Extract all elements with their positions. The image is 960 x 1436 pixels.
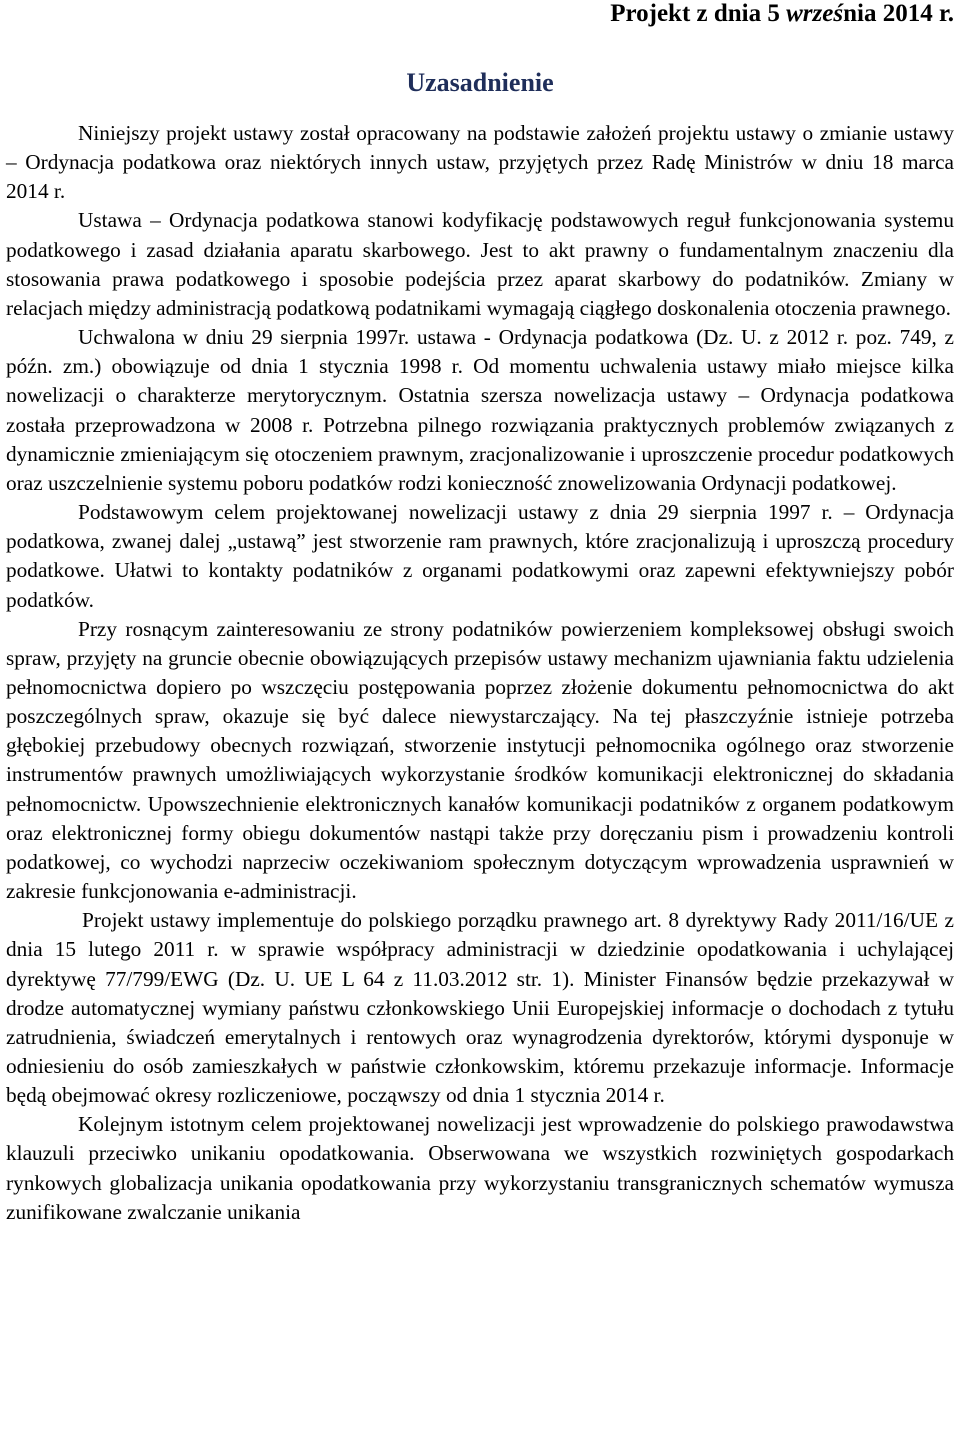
paragraph-2: Ustawa – Ordynacja podatkowa stanowi kodyfikację podstawowych reguł funkcjonowania systemu podatkowego i zasad działania aparatu skarbowego. Jest to akt prawny o fundamentalnym znaczeniu dla stosowania prawa podatkowego i sposobie podejścia przez aparat skarbowy do podatników. Zmiany w relacjach między administracją podatkową podatnikami wymagają ciągłego doskonalenia otoczenia prawnego. [6, 208, 954, 320]
draft-date-header [6, 0, 954, 28]
header-italic: wrześ [786, 0, 844, 27]
document-title: Uzasadnienie [406, 68, 554, 97]
paragraph-3: Uchwalona w dniu 29 sierpnia 1997r. ustawa - Ordynacja podatkowa (Dz. U. z 2012 r. poz. 749, z późn. zm.) obowiązuje od dnia 1 stycznia 1998 r. Od momentu uchwalenia ustawy miało miejsce kilka nowelizacji o charakterze merytorycznym. Ostatnia szersza nowelizacja ustawy – Ordynacja podatkowa została przeprowadzona w 2008 r. Potrzebna pilnego rozwiązania praktycznych problemów związanych z dynamicznie zmieniającym się otoczeniem prawnym, zracjonalizowanie i uproszczenie procedur podatkowych oraz uszczelnienie systemu poboru podatków rodzi konieczność znowelizowania Ordynacji podatkowej. [6, 325, 954, 495]
header-suffix: nia 2014 r. [843, 0, 954, 27]
paragraph-5: Przy rosnącym zainteresowaniu ze strony podatników powierzeniem kompleksowej obsługi swoich spraw, przyjęty na gruncie obecnie obowiązujących przepisów ustawy mechanizm ujawniania faktu udzielenia pełnomocnictwa dopiero po wszczęciu postępowania poprzez złożenie dokumentu pełnomocnictwa do akt poszczególnych spraw, okazuje się być dalece niewystarczający. Na tej płaszczyźnie istnieje potrzeba głębokiej przebudowy obecnych rozwiązań, stworzenie instytucji pełnomocnika ogólnego oraz stworzenie instrumentów prawnych umożliwiających wykorzystanie środków komunikacji elektronicznej do składania pełnomocnictw. Upowszechnienie elektronicznych kanałów komunikacji podatników z organem podatkowym oraz elektronicznej formy obiegu dokumentów nastąpi także przy doręczaniu pism i prowadzeniu kontroli podatkowej, co wychodzi naprzeciw oczekiwaniom społecznym dotyczącym wprowadzenia usprawnień w zakresie funkcjonowania e-administracji. [6, 616, 954, 904]
document-body [6, 119, 954, 1227]
document-page [6, 0, 954, 1227]
paragraph-6: Projekt ustawy implementuje do polskiego porządku prawnego art. 8 dyrektywy Rady 2011/16/UE z dnia 15 lutego 2011 r. w sprawie współpracy administracji w dziedzinie opodatkowania i uchylającej dyrektywę 77/799/EWG (Dz. U. UE L 64 z 11.03.2012 str. 1). Minister Finansów będzie przekazywał w drodze automatycznej wymiany państwu członkowskiego Unii Europejskiej informacje o dochodach z tytułu zatrudnienia, świadczeń emerytalnych i rentowych oraz wynagrodzenia dyrektorów, którymi dysponuje w odniesieniu do osób zamieszkałych w państwie członkowskim, któremu przekazuje informacje. Informacje będą obejmować okresy rozliczeniowe, począwszy od dnia 1 stycznia 2014 r. [6, 908, 954, 1108]
paragraph-1: Niniejszy projekt ustawy został opracowany na podstawie założeń projektu ustawy o zmianie ustawy – Ordynacja podatkowa oraz niektórych innych ustaw, przyjętych przez Radę Ministrów w dniu 18 marca 2014 r. [6, 121, 954, 204]
header-prefix: Projekt z dnia 5 [610, 0, 787, 27]
paragraph-7: Kolejnym istotnym celem projektowanej nowelizacji jest wprowadzenie do polskiego prawodawstwa klauzuli przeciwko unikaniu opodatkowania. Obserwowana we wszystkich rozwiniętych gospodarkach rynkowych globalizacja unikania opodatkowania przy wykorzystaniu transgranicznych schematów wymusza zunifikowane zwalczanie unikania [6, 1112, 954, 1224]
paragraph-4: Podstawowym celem projektowanej nowelizacji ustawy z dnia 29 sierpnia 1997 r. – Ordynacja podatkowa, zwanej dalej „ustawą” jest stworzenie ram prawnych, które zracjonalizują i uproszczą procedury podatkowe. Ułatwi to kontakty podatników z organami podatkowymi oraz zapewni efektywniejszy pobór podatków. [6, 500, 954, 612]
